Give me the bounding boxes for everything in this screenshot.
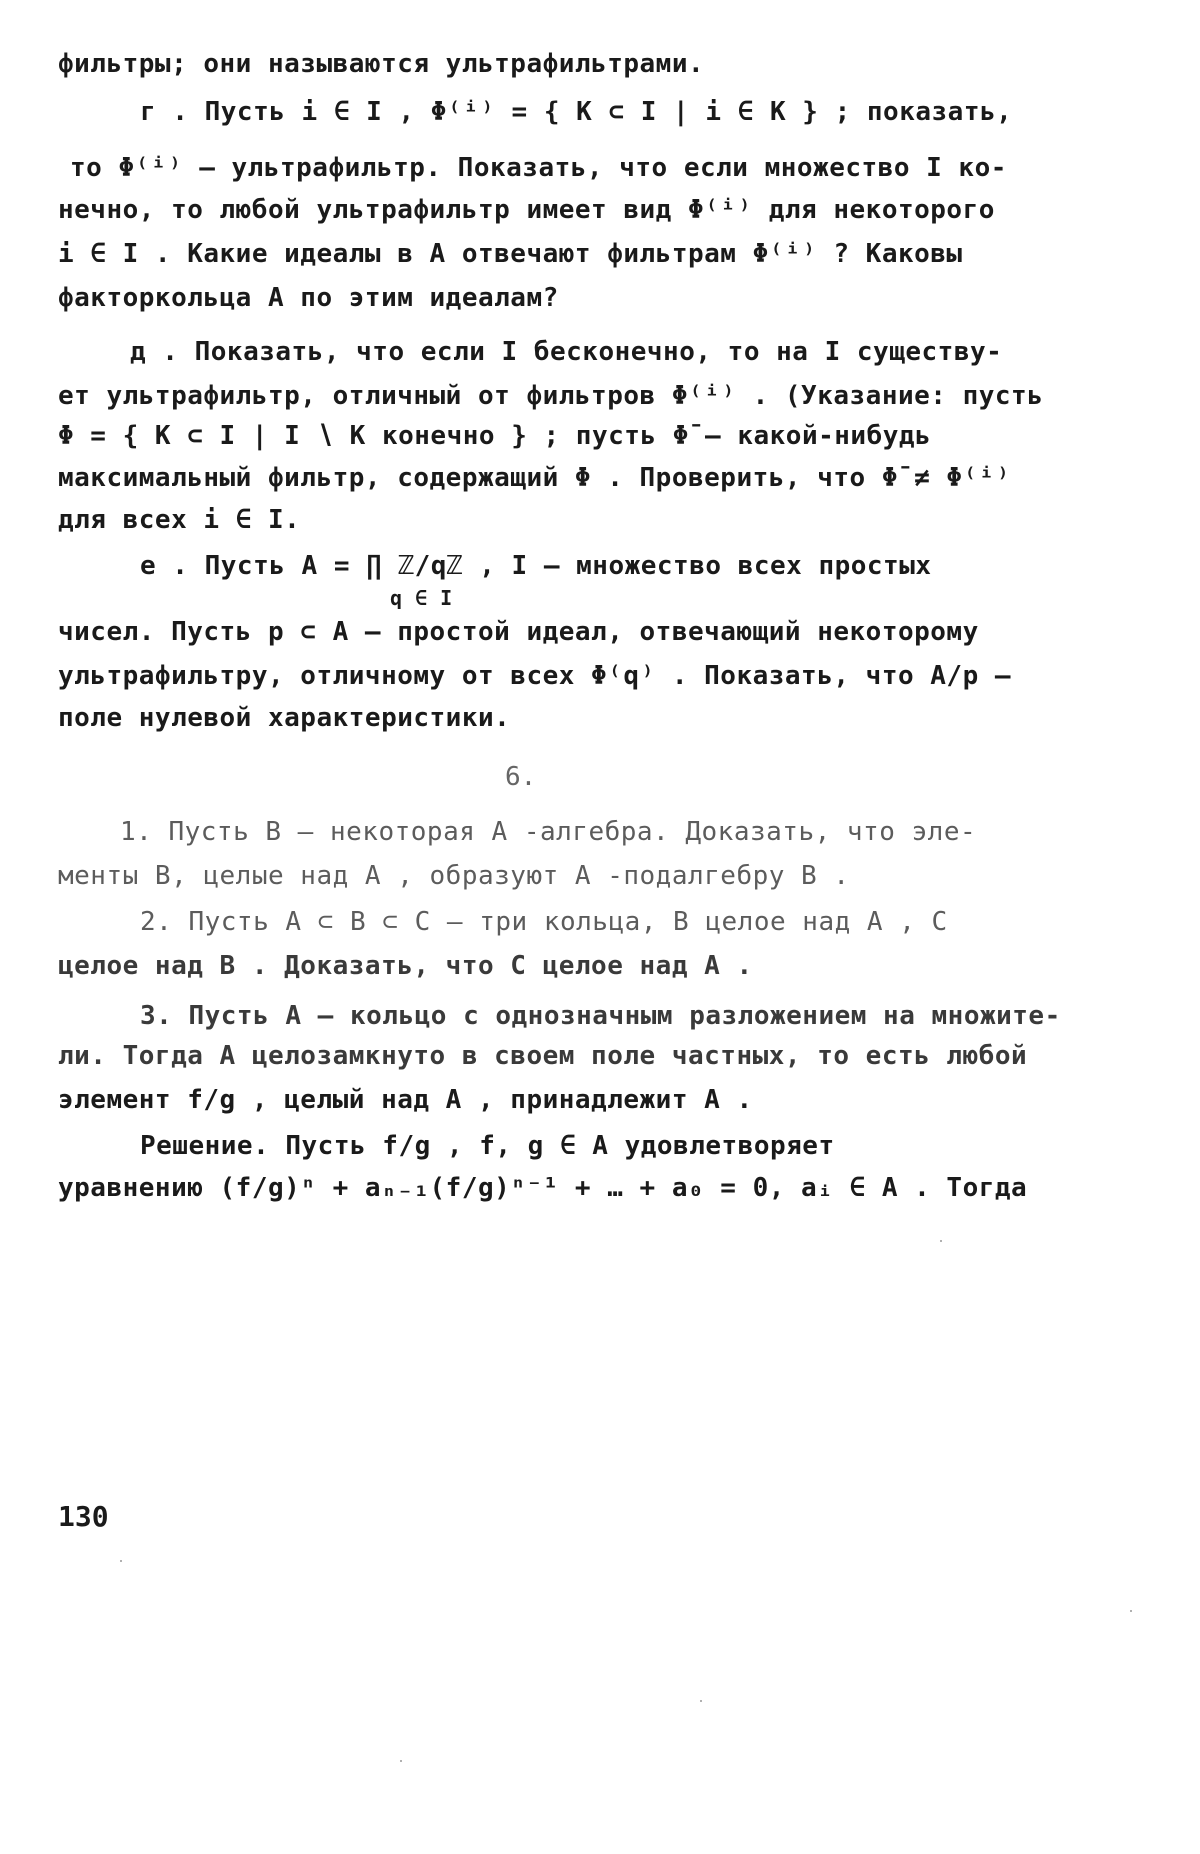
text-line: максимальный фильтр, содержащий Φ . Проверить, что Φ̄ ≠ Φ⁽ⁱ⁾ bbox=[58, 463, 1012, 493]
text-line: ет ультрафильтр, отличный от фильтров Φ⁽ⁱ⁾ . (Указание: пусть bbox=[58, 381, 1044, 411]
text-line: г . Пусть i ∈ I , Φ⁽ⁱ⁾ = { K ⊂ I | i ∈ K } ; показать, bbox=[140, 97, 1013, 127]
text-line: для всех i ∈ I. bbox=[58, 505, 301, 535]
text-line: 2. Пусть A ⊂ B ⊂ C – три кольца, B целое над A , C bbox=[140, 907, 948, 937]
product-index: q ∈ I bbox=[390, 586, 453, 610]
text-line: е . Пусть A = ∏ ℤ/qℤ , I – множество всех простых bbox=[140, 551, 932, 581]
scan-speck bbox=[940, 1240, 942, 1242]
text-line: д . Показать, что если I бесконечно, то на I существу- bbox=[130, 337, 1003, 367]
text-line: уравнению (f/g)ⁿ + aₙ₋₁(f/g)ⁿ⁻¹ + … + a₀ = 0, aᵢ ∈ A . Тогда bbox=[58, 1173, 1028, 1203]
text-line: i ∈ I . Какие идеалы в A отвечают фильтрам Φ⁽ⁱ⁾ ? Каковы bbox=[58, 239, 963, 269]
text-line: чисел. Пусть p ⊂ A – простой идеал, отвечающий некоторому bbox=[58, 617, 979, 647]
text-line: ультрафильтру, отличному от всех Φ⁽q⁾ . Показать, что A/p – bbox=[58, 661, 1012, 691]
scan-speck bbox=[400, 1760, 402, 1762]
text-line: то Φ⁽ⁱ⁾ – ультрафильтр. Показать, что если множество I ко- bbox=[70, 153, 1007, 183]
scan-speck bbox=[120, 1560, 122, 1562]
text-line: Решение. Пусть f/g , f, g ∈ A удовлетворяет bbox=[140, 1131, 835, 1161]
text-line: факторкольца A по этим идеалам? bbox=[58, 283, 559, 313]
page-number: 130 bbox=[58, 1500, 109, 1533]
section-number: 6. bbox=[505, 762, 537, 792]
text-line: 3. Пусть A – кольцо с однозначным разложением на множите- bbox=[140, 1001, 1061, 1031]
scan-speck bbox=[1130, 1610, 1132, 1612]
text-line: менты B, целые над A , образуют A -подалгебру B . bbox=[58, 861, 850, 891]
text-line: фильтры; они называются ультрафильтрами. bbox=[58, 49, 705, 79]
scan-speck bbox=[700, 1700, 702, 1702]
text-line: целое над B . Доказать, что C целое над A . bbox=[58, 951, 753, 981]
text-line: элемент f/g , целый над A , принадлежит A . bbox=[58, 1085, 753, 1115]
text-line: 1. Пусть B – некоторая A -алгебра. Доказать, что эле- bbox=[120, 817, 977, 847]
text-line: ли. Тогда A целозамкнуто в своем поле частных, то есть любой bbox=[58, 1041, 1028, 1071]
text-line: нечно, то любой ультрафильтр имеет вид Φ⁽ⁱ⁾ для некоторого bbox=[58, 195, 995, 225]
text-line: поле нулевой характеристики. bbox=[58, 703, 511, 733]
text-line: Φ = { K ⊂ I | I ∖ K конечно } ; пусть Φ̄ – какой-нибудь bbox=[58, 421, 932, 451]
